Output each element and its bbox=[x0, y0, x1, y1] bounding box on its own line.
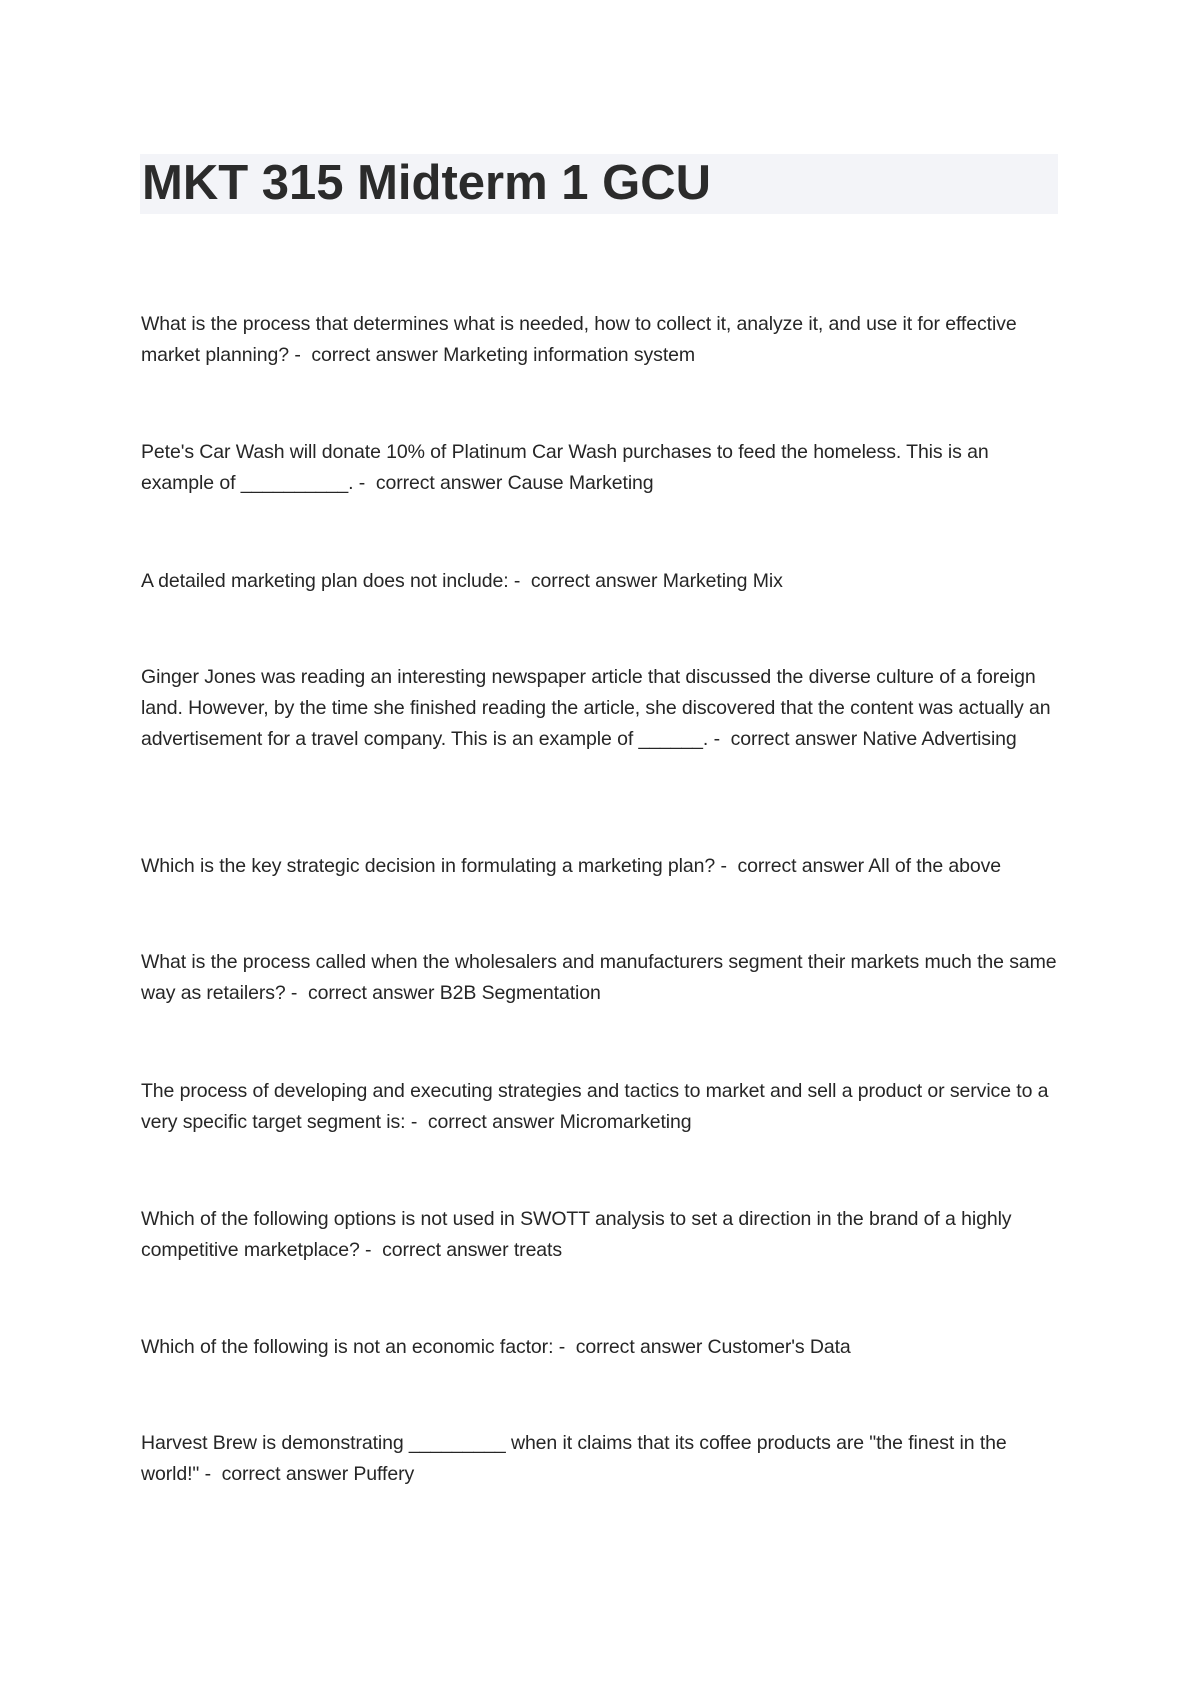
qa-item bbox=[141, 437, 1061, 499]
answer-text: correct answer All of the above bbox=[737, 855, 1002, 877]
answer-separator: - bbox=[285, 982, 308, 1004]
answer-separator: - bbox=[508, 570, 531, 592]
answer-text: correct answer Puffery bbox=[221, 1463, 415, 1485]
question-text: Which of the following is not an economic factor: bbox=[141, 1336, 554, 1358]
question-text: What is the process called when the wholesalers and manufacturers segment their markets much the same way as retailers? bbox=[141, 951, 1057, 1004]
qa-item bbox=[141, 1076, 1061, 1138]
answer-text: correct answer Marketing information system bbox=[311, 344, 696, 366]
question-text: Harvest Brew is demonstrating _________ when it claims that its coffee products are "the finest in the world!" bbox=[141, 1432, 1007, 1485]
answer-text: correct answer Native Advertising bbox=[730, 728, 1017, 750]
document-title: MKT 315 Midterm 1 GCU bbox=[142, 156, 712, 210]
answer-separator: - bbox=[708, 728, 731, 750]
answer-text: correct answer Customer's Data bbox=[575, 1336, 851, 1358]
answer-text: correct answer Micromarketing bbox=[427, 1111, 692, 1133]
question-text: A detailed marketing plan does not include: bbox=[141, 570, 509, 592]
qa-item bbox=[141, 566, 1061, 597]
question-text: Ginger Jones was reading an interesting newspaper article that discussed the diverse culture of a foreign land. However, by the time she finished reading the article, she discovered that the content was actually an advertisement for a travel company. This is an example of ______. bbox=[141, 666, 1051, 750]
answer-separator: - bbox=[353, 472, 376, 494]
qa-item bbox=[141, 1204, 1061, 1266]
qa-item bbox=[141, 309, 1061, 371]
answer-separator: - bbox=[199, 1463, 222, 1485]
qa-item bbox=[141, 662, 1061, 755]
question-text: What is the process that determines what is needed, how to collect it, analyze it, and use it for effective market planning? bbox=[141, 313, 1017, 366]
answer-separator: - bbox=[553, 1336, 576, 1358]
answer-text: correct answer Marketing Mix bbox=[530, 570, 783, 592]
question-text: The process of developing and executing strategies and tactics to market and sell a product or service to a very specific target segment is: bbox=[141, 1080, 1049, 1133]
qa-item bbox=[141, 1428, 1061, 1490]
answer-text: correct answer treats bbox=[382, 1239, 563, 1261]
answer-text: correct answer B2B Segmentation bbox=[307, 982, 601, 1004]
question-text: Which is the key strategic decision in formulating a marketing plan? bbox=[141, 855, 716, 877]
question-text: Which of the following options is not used in SWOTT analysis to set a direction in the brand of a highly competitive marketplace? bbox=[141, 1208, 1012, 1261]
answer-separator: - bbox=[715, 855, 738, 877]
answer-separator: - bbox=[289, 344, 312, 366]
answer-separator: - bbox=[405, 1111, 428, 1133]
qa-item bbox=[141, 851, 1061, 882]
answer-text: correct answer Cause Marketing bbox=[375, 472, 654, 494]
qa-item bbox=[141, 1332, 1061, 1363]
answer-separator: - bbox=[359, 1239, 383, 1261]
qa-item bbox=[141, 947, 1061, 1009]
question-text: Pete's Car Wash will donate 10% of Platinum Car Wash purchases to feed the homeless. This is an example of __________. bbox=[141, 441, 989, 494]
